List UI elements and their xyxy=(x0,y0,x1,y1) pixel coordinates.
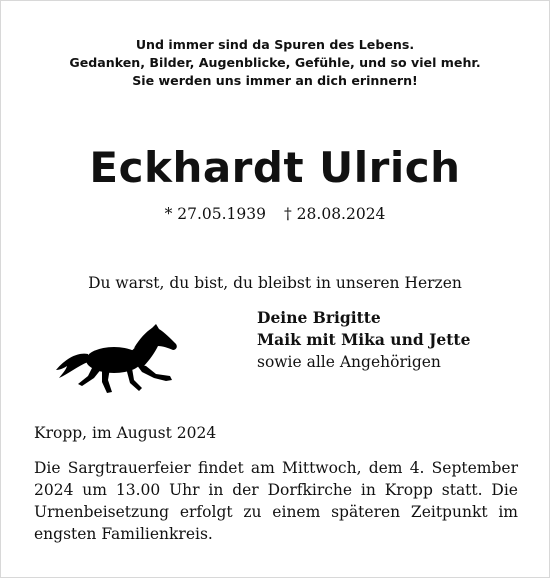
poem-line-3: Sie werden uns immer an dich erinnern! xyxy=(132,73,418,88)
horse-icon xyxy=(52,322,180,398)
mourner-line-3: sowie alle Angehörigen xyxy=(257,353,441,371)
place-date: Kropp, im August 2024 xyxy=(34,424,217,442)
life-dates xyxy=(0,204,550,224)
poem-line-2: Gedanken, Bilder, Augenblicke, Gefühle, und so viel mehr. xyxy=(69,55,481,70)
death-date: † 28.08.2024 xyxy=(284,205,386,223)
birth-date: * 27.05.1939 xyxy=(164,205,266,223)
poem xyxy=(0,36,550,90)
funeral-notice: Die Sargtrauerfeier findet am Mittwoch, dem 4. September 2024 um 13.00 Uhr in der Dorfkirche in Kropp statt. Die Urnenbeisetzung erfolgt zu einem späteren Zeitpunkt im engsten Familienkreis. xyxy=(34,459,518,543)
mourner-line-2: Maik mit Mika und Jette xyxy=(257,330,471,349)
mourner-line-1: Deine Brigitte xyxy=(257,308,381,327)
mourners xyxy=(257,307,470,373)
deceased-name: Eckhardt Ulrich xyxy=(89,143,461,192)
motto: Du warst, du bist, du bleibst in unseren Herzen xyxy=(88,274,462,292)
poem-line-1: Und immer sind da Spuren des Lebens. xyxy=(135,37,415,52)
